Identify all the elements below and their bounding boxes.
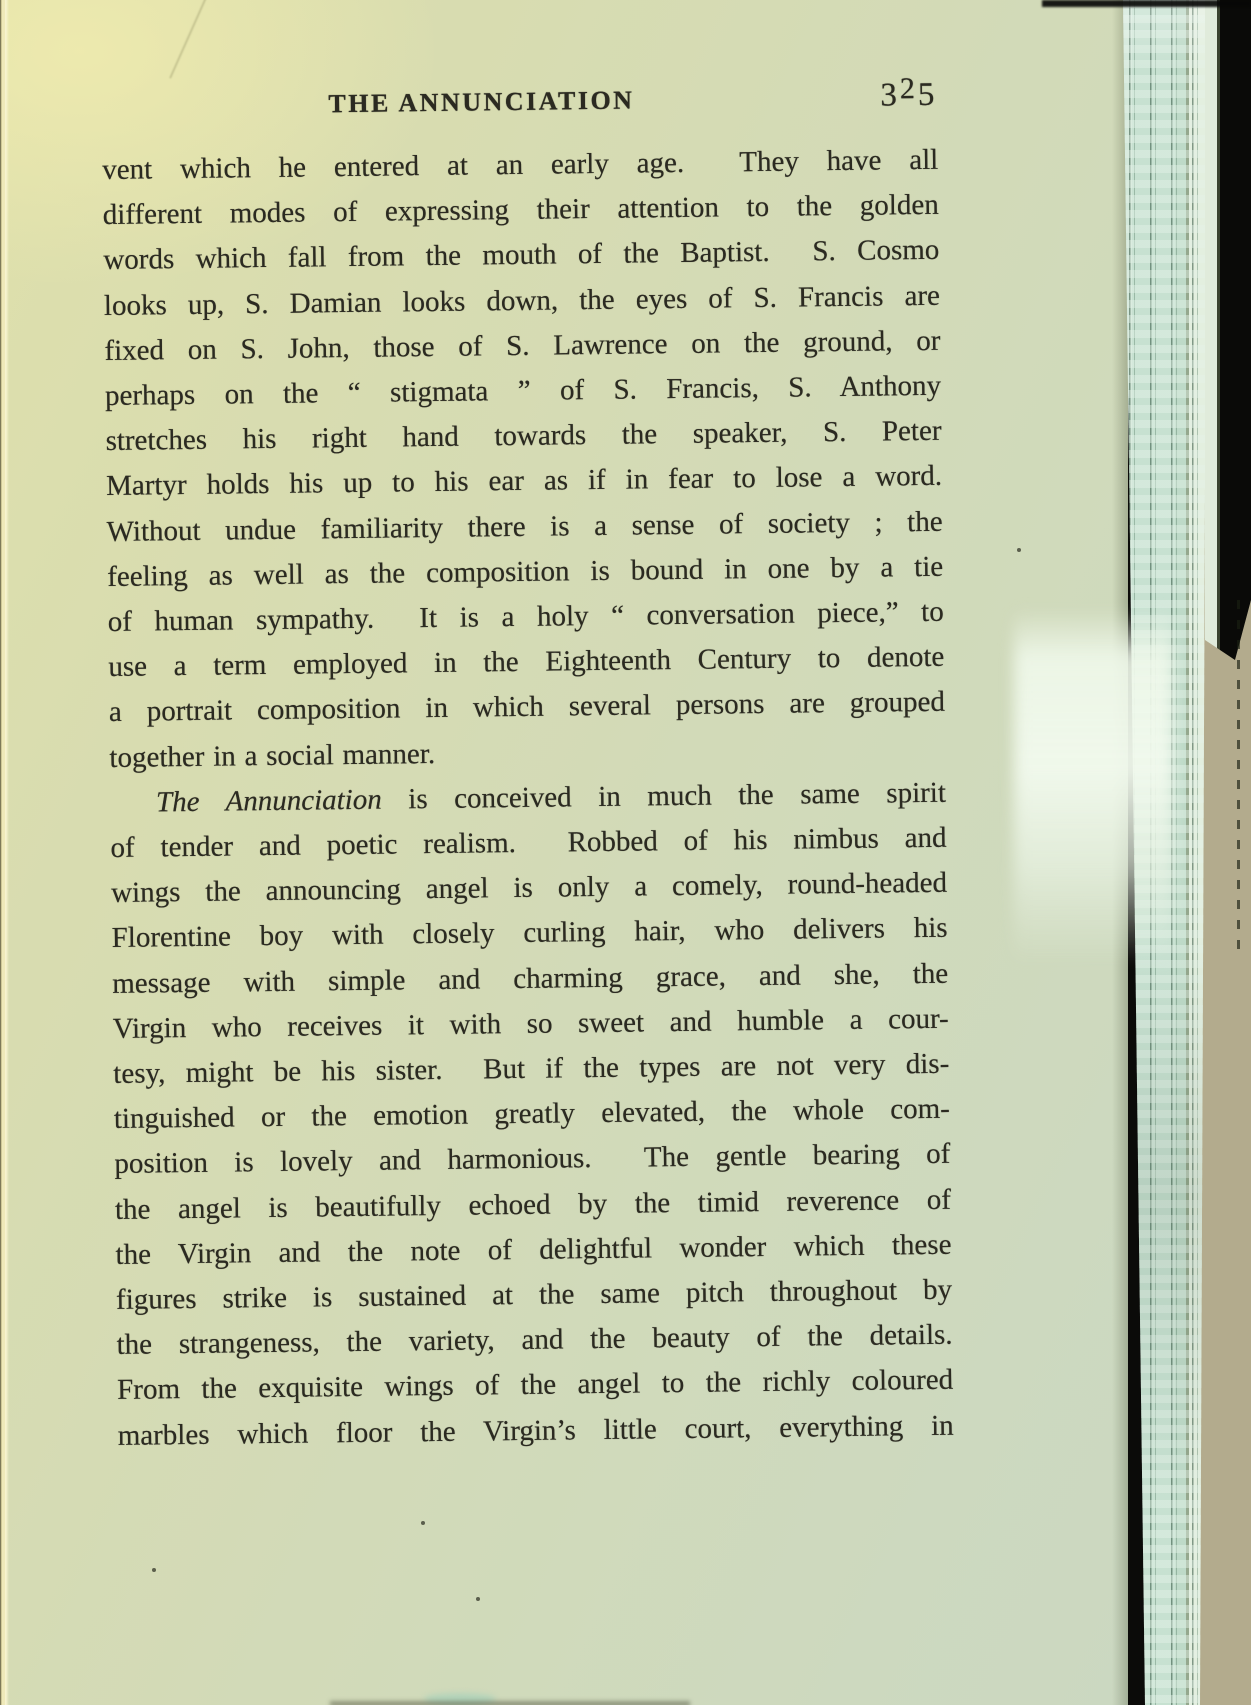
text-line: tesy, might be his sister. But if the types are not very dis-: [113, 1047, 950, 1090]
text-line: perhaps on the “ stigmata ” of S. Francis, S. Anthony: [104, 369, 942, 412]
text-line: a portrait composition in which several persons are grouped: [108, 686, 946, 729]
text-line: words which fall from the mouth of the Baptist. S. Cosmo: [103, 234, 940, 277]
bottom-edge-shadow: [330, 1701, 690, 1705]
dust-speck: [152, 1568, 156, 1572]
scan-blur-artifact: [1014, 608, 1172, 964]
page-text: [102, 138, 954, 1459]
text-line: of tender and poetic realism. Robbed of his nimbus and: [110, 821, 947, 864]
text-line: Without undue familiarity there is a sense of society ; the: [106, 505, 943, 548]
text-line: wings the announcing angel is only a comely, round-headed: [110, 866, 948, 910]
text-line: message with simple and charming grace, and she, the: [112, 957, 949, 1000]
text-line: stretches his right hand towards the speaker, S. Peter: [105, 414, 942, 458]
dust-speck: [1017, 548, 1021, 552]
page-header: [101, 72, 938, 132]
page-number-digit: 2: [899, 72, 919, 106]
text-line: position is lovely and harmonious. The gentle bearing of: [114, 1138, 951, 1181]
text-line: marbles which floor the Virgin’s little court, everything in: [117, 1409, 954, 1452]
text-line: feeling as well as the composition is bound in one by a tie: [107, 550, 944, 593]
text-line: Martyr holds his up to his ear as if in fear to lose a word.: [105, 460, 943, 503]
page-number-digit: 3: [880, 77, 901, 114]
text-line: fixed on S. John, those of S. Lawrence on the ground, or: [104, 324, 941, 367]
page-number: [880, 72, 938, 114]
text-line: use a term employed in the Eighteenth Century to denote: [108, 640, 945, 684]
text-line: Florentine boy with closely curling hair, who delivers his: [111, 912, 948, 955]
text-line: different modes of expressing their attention to the golden: [102, 188, 939, 232]
text-line: From the exquisite wings of the angel to the richly coloured: [116, 1364, 954, 1407]
text-line: the strangeness, the variety, and the beauty of the details.: [116, 1318, 953, 1362]
text-line: The Annunciation is conceived in much the same spirit: [155, 776, 947, 819]
text-line: vent which he entered at an early age. They have all: [102, 143, 939, 186]
page-number-digit: 5: [917, 76, 938, 114]
dust-speck: [476, 1597, 480, 1601]
text-line: of human sympathy. It is a holy “ conversation piece,” to: [107, 595, 944, 638]
dust-speck: [421, 1521, 425, 1525]
text-line: figures strike is sustained at the same pitch throughout by: [115, 1273, 953, 1316]
text-line: the angel is beautifully echoed by the timid reverence of: [114, 1183, 952, 1226]
top-edge-shadow: [1042, 0, 1251, 7]
text-line: tinguished or the emotion greatly elevated, the whole com-: [113, 1092, 950, 1136]
text-line: Virgin who receives it with so sweet and humble a cour-: [112, 1002, 949, 1045]
page-edge-dashes: [1237, 600, 1240, 960]
text-line: looks up, S. Damian looks down, the eyes of S. Francis are: [103, 279, 941, 322]
backdrop-black-corner: [1205, 0, 1251, 660]
text-line: together in a social manner.: [109, 737, 436, 774]
text-line: the Virgin and the note of delightful wonder which these: [115, 1228, 952, 1271]
running-title: THE ANNUNCIATION: [328, 85, 635, 119]
